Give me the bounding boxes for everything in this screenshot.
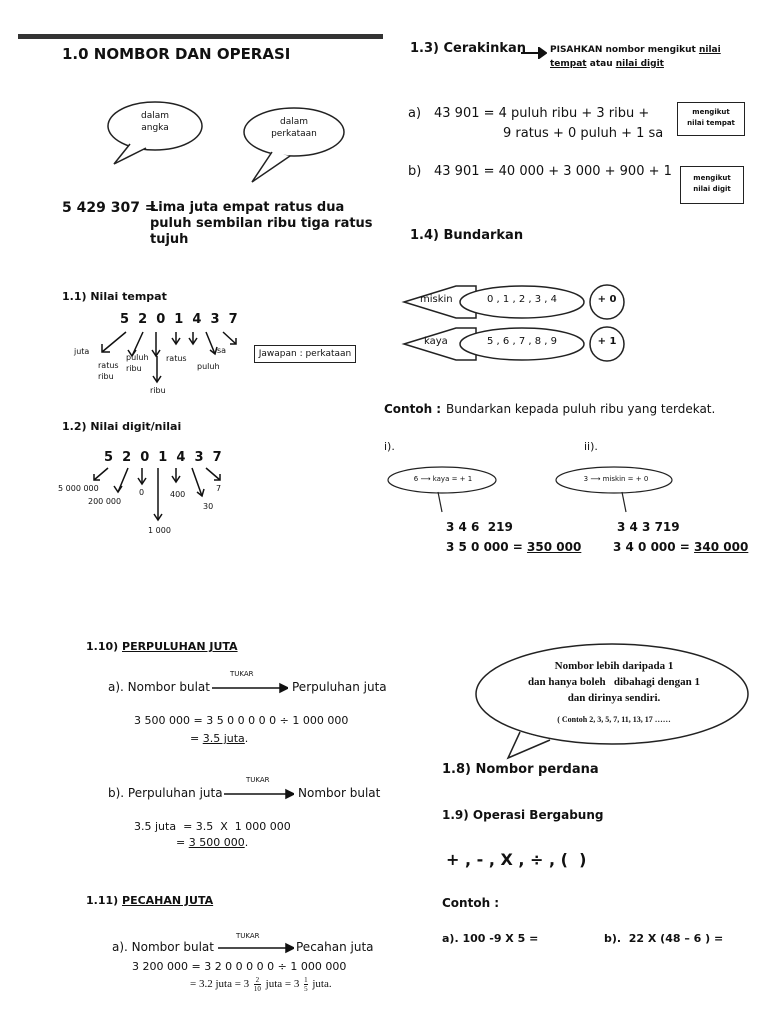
value-400: 400: [170, 490, 186, 499]
example-i-bubble-text: 6 ⟶ kaya = + 1: [413, 475, 473, 483]
1-10-a-calc2: [190, 732, 248, 745]
section-1-10-num: 1.10): [86, 640, 119, 653]
number-in-words: Lima juta empat ratus dua puluh sembilan ribu tiga ratus tujuh: [150, 200, 373, 247]
value-5000000: 5 000 000: [58, 484, 99, 493]
1-10-a-arrow-label: TUKAR: [230, 670, 254, 678]
example-i-label: i).: [384, 440, 395, 453]
1-10-b-period: .: [244, 836, 249, 849]
bubble-right-text: dalam perkataan: [271, 117, 317, 139]
example-ii-bubble-text: 3 ⟶ miskin = + 0: [583, 475, 649, 483]
example-i-line1: 3 4 6 219: [446, 520, 513, 534]
1-11-a-arrow: [218, 942, 294, 954]
example-a-line1: 43 901 = 4 puluh ribu + 3 ribu +: [434, 106, 650, 121]
cerakinkan-arrow: [521, 47, 547, 59]
1-11-a-left: a). Nombor bulat: [112, 940, 214, 954]
rounding-label-kaya: kaya: [424, 336, 448, 347]
1-11-a-right: Pecahan juta: [296, 940, 374, 954]
prime-line-3: dan dirinya sendiri.: [567, 692, 661, 704]
rounding-op-miskin: + 0: [597, 294, 617, 305]
example-i-bubble-shape: [384, 464, 504, 516]
top-divider: [18, 34, 383, 39]
subtitle-part-e: nilai digit: [615, 59, 664, 69]
section-1-11-name: PECAHAN JUTA: [122, 894, 214, 907]
example-i-line2: [446, 540, 581, 554]
rounding-digits-kaya: 5 , 6 , 7 , 8 , 9: [487, 336, 557, 347]
label-sa: sa: [217, 346, 227, 355]
1-10-b-answer: 3 500 000: [188, 836, 245, 849]
value-7: 7: [216, 484, 222, 493]
1-10-b-calc2: [176, 836, 248, 849]
1-11-a-arrow-label: TUKAR: [236, 932, 260, 940]
fraction-1-5-num: 1: [304, 976, 308, 984]
1-10-a-answer: 3.5 juta: [202, 732, 245, 745]
section-1-4-title: 1.4) Bundarkan: [410, 228, 524, 243]
1-10-a-left: a). Nombor bulat: [108, 680, 210, 694]
1-10-a-calc1: 3 500 000 = 3 5 0 0 0 0 0 ÷ 1 000 000: [134, 714, 349, 727]
1-11-a-calc2-end: juta.: [312, 978, 332, 991]
example-ii-label: ii).: [584, 440, 598, 453]
box-nilai-tempat: mengikut nilai tempat: [677, 102, 745, 136]
section-1-3-subtitle-line1: [550, 45, 721, 55]
1-10-b-calc1: 3.5 juta = 3.5 X 1 000 000: [134, 820, 291, 833]
answer-box-perkataan: Jawapan : perkataan: [254, 345, 356, 363]
prime-line-4: ( Contoh 2, 3, 5, 7, 11, 13, 17 ……: [557, 715, 671, 724]
section-1-11-num: 1.11): [86, 894, 119, 907]
1-10-a-arrow: [212, 682, 288, 694]
1-10-a-period: .: [244, 732, 249, 745]
example-1-9-a: a). 100 -9 X 5 =: [442, 932, 539, 945]
example-i-answer: 350 000: [527, 540, 582, 554]
subtitle-part-c: tempat: [550, 59, 587, 69]
label-puluh-ribu: puluh ribu: [126, 353, 149, 373]
fraction-1-5-den: 5: [304, 985, 308, 993]
subtitle-part-d: atau: [586, 59, 616, 69]
example-b-line: 43 901 = 40 000 + 3 000 + 900 + 1: [434, 164, 672, 179]
fraction-1-5: [304, 976, 308, 993]
prime-line-1: Nombor lebih daripada 1: [554, 660, 674, 672]
label-juta: juta: [74, 347, 90, 356]
number-5429307: 5 429 307 =: [62, 200, 157, 216]
section-1-10-name: PERPULUHAN JUTA: [122, 640, 238, 653]
example-1-9-b: b). 22 X (48 – 6 ) =: [604, 932, 724, 945]
section-1-1-title: 1.1) Nilai tempat: [62, 290, 167, 303]
fraction-2-10: [254, 976, 261, 993]
example-ii-answer: 340 000: [694, 540, 749, 554]
digit-value-arrows: [88, 466, 238, 526]
box-nilai-digit: mengikut nilai digit: [680, 166, 744, 204]
section-1-9-title: 1.9) Operasi Bergabung: [442, 808, 604, 822]
1-11-a-calc2-mid: juta = 3: [265, 978, 300, 991]
value-30: 30: [203, 502, 214, 511]
fraction-2-10-den: 10: [253, 985, 261, 993]
section-1-11-title: [86, 894, 213, 907]
label-ratus-ribu: ratus ribu: [98, 361, 119, 381]
section-1-3-subtitle-line2: [550, 59, 664, 69]
1-11-a-calc2-start: = 3.2 juta = 3: [190, 978, 250, 991]
prime-line-2: dan hanya boleh dibahagi dengan 1: [527, 676, 701, 688]
label-ribu: ribu: [150, 386, 166, 395]
example-i-line2-lhs: 3 5 0 000 =: [446, 540, 528, 554]
value-1000: 1 000: [148, 526, 171, 535]
section-1-2-title: 1.2) Nilai digit/nilai: [62, 420, 182, 433]
example-ii-line2: [613, 540, 748, 554]
digit-value-digits: 5 2 0 1 4 3 7: [104, 450, 222, 465]
1-10-b-left: b). Perpuluhan juta: [108, 786, 223, 800]
rounding-digits-miskin: 0 , 1 , 2 , 3 , 4: [487, 294, 557, 305]
rounding-op-kaya: + 1: [597, 336, 617, 347]
example-ii-bubble-shape: [552, 464, 682, 516]
bubble-left-text: dalam angka: [140, 111, 169, 133]
1-10-a-right: Perpuluhan juta: [292, 680, 387, 694]
section-1-3-title: 1.3) Cerakinkan: [410, 41, 527, 56]
example-a-label: a): [408, 106, 422, 121]
1-10-b-right: Nombor bulat: [298, 786, 381, 800]
contoh-label: Contoh :: [384, 402, 442, 416]
fraction-2-10-num: 2: [255, 976, 260, 984]
1-10-b-arrow: [224, 788, 294, 800]
section-1-0-title: 1.0 NOMBOR DAN OPERASI: [62, 45, 291, 63]
1-10-b-arrow-label: TUKAR: [246, 776, 270, 784]
example-ii-line2-lhs: 3 4 0 000 =: [613, 540, 695, 554]
1-11-a-calc1: 3 200 000 = 3 2 0 0 0 0 0 ÷ 1 000 000: [132, 960, 347, 973]
example-a-line2: 9 ratus + 0 puluh + 1 sa: [503, 126, 664, 141]
value-0: 0: [139, 488, 145, 497]
place-value-digits: 5 2 0 1 4 3 7: [120, 312, 238, 327]
operators-list: + , - , X , ÷ , ( ): [446, 850, 587, 869]
subtitle-part-a: PISAHKAN nombor mengikut: [550, 45, 699, 55]
value-200000: 200 000: [88, 497, 122, 506]
1-10-b-calc2-eq: =: [176, 836, 189, 849]
example-b-label: b): [408, 164, 422, 179]
section-1-8-title: 1.8) Nombor perdana: [442, 762, 599, 777]
1-11-a-calc2: [190, 976, 332, 993]
subtitle-part-b: nilai: [698, 45, 721, 55]
contoh-1-9: Contoh :: [442, 896, 500, 910]
ribu-arrow: [152, 356, 162, 386]
label-ratus: ratus: [166, 354, 187, 363]
1-10-a-calc2-eq: =: [190, 732, 203, 745]
example-ii-line1: 3 4 3 719: [617, 520, 680, 534]
rounding-label-miskin: miskin: [420, 294, 453, 305]
section-1-10-title: [86, 640, 238, 653]
label-puluh: puluh: [197, 362, 220, 371]
contoh-text: Bundarkan kepada puluh ribu yang terdekat.: [446, 402, 716, 416]
